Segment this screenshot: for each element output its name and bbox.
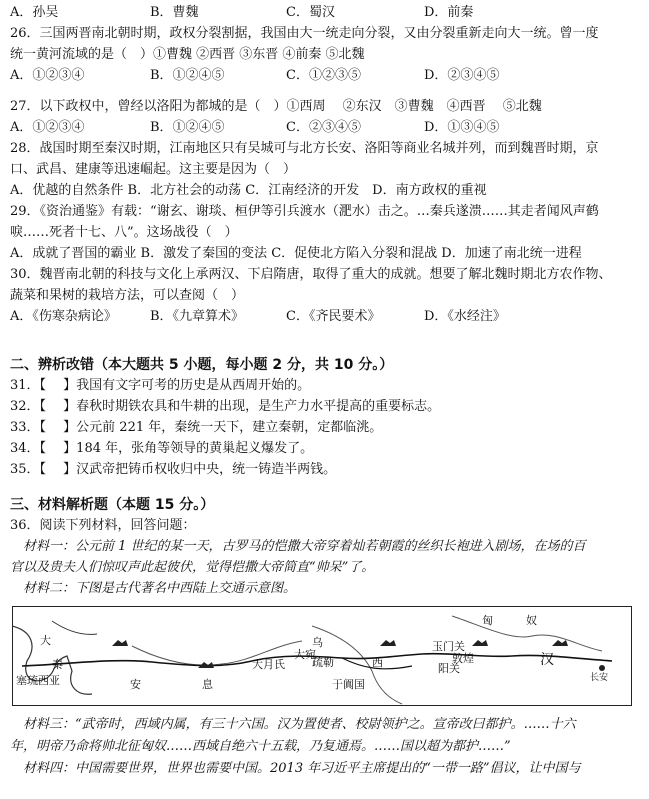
option-d: D．②③④⑤ — [424, 68, 500, 83]
q29-stem-1: 29．《资治通鉴》有载：“谢玄、谢琰、桓伊等引兵渡水（淝水）击之。…秦兵遂溃……其走者闻风声鹤 — [10, 204, 599, 219]
label-xi-region: 西 — [372, 656, 383, 669]
q31: 31．【 】我国有文字可考的历史是从西周开始的。 — [10, 378, 311, 393]
section3-title: 三、材料解析题（本题 15 分。） — [10, 497, 215, 513]
label-dunhuang: 敦煌 — [452, 652, 474, 665]
option-a: A．①②③④ — [10, 68, 85, 83]
material-1-line-2: 官以及贵夫人们惊叹声此起彼伏，觉得恺撒大帝简直“帅呆”了。 — [10, 560, 375, 575]
option-d: D．①③④⑤ — [424, 120, 500, 135]
option-d: D．前秦 — [424, 5, 474, 20]
q34: 34．【 】184 年，张角等领导的黄巢起义爆发了。 — [10, 441, 314, 456]
label-dayuezhi: 大月氏 — [252, 658, 285, 671]
option-c: C．①②③⑤ — [286, 68, 361, 83]
label-xiongnu: 匈 奴 — [482, 614, 537, 627]
q26-stem-2: 统一黄河流域的是（ ）①曹魏 ②西晋 ③东晋 ④前秦 ⑤北魏 — [10, 47, 365, 62]
option-c: C．②③④⑤ — [286, 120, 361, 135]
label-shule: 疏勒 — [312, 656, 334, 669]
option-b: B．①②④⑤ — [150, 68, 225, 83]
silk-road-map — [12, 606, 632, 706]
q26-stem-1: 26．三国两晋南北朝时期，政权分裂割据，我国由大一统走向分裂，又由分裂重新走向大一统。曾一度 — [10, 26, 599, 41]
option-a: A．《伤寒杂病论》 — [10, 309, 117, 324]
q32: 32．【 】春秋时期铁农具和牛耕的出现，是生产力水平提高的重要标志。 — [10, 399, 441, 414]
option-a: A．孙吴 — [10, 5, 59, 20]
section2-title: 二、辨析改错（本大题共 5 小题，每小题 2 分，共 10 分。） — [10, 357, 394, 373]
label-wusun: 乌 — [312, 636, 323, 649]
material-3-line-2: 年，明帝乃命将帅北征匈奴……西域自绝六十五载，乃复通焉。……国以超为都护……” — [10, 739, 511, 754]
option-c: C．蜀汉 — [286, 5, 335, 20]
label-yutian: 于阗国 — [332, 678, 365, 691]
label-an: 安 — [130, 678, 141, 691]
label-yumenguan: 玉门关 — [432, 640, 465, 653]
q28-stem-2: 口、武昌、建康等迅速崛起。这主要是因为（ ） — [10, 162, 297, 177]
material-2: 材料二：下图是古代著名中西陆上交通示意图。 — [10, 581, 297, 596]
option-b: B．曹魏 — [150, 5, 199, 20]
q30-stem-1: 30．魏晋南北朝的科技与文化上承两汉、下启隋唐，取得了重大的成就。想要了解北魏时期北方农作物、 — [10, 267, 612, 282]
material-1-line-1: 材料一：公元前 1 世纪的某一天，古罗马的恺撒大帝穿着灿若朝霞的丝织长袍进入剧场，在场的百 — [10, 539, 586, 554]
q27-stem: 27．以下政权中，曾经以洛阳为都城的是（ ）①西周 ②东汉 ③曹魏 ④西晋 ⑤北魏 — [10, 99, 542, 114]
q36-stem: 36．阅读下列材料，回答问题： — [10, 518, 196, 533]
label-han: 汉 — [540, 652, 554, 668]
q29-stem-2: 唳……死者十七、八”。这场战役（ ） — [10, 225, 238, 240]
q33: 33．【 】公元前 221 年，秦统一天下，建立秦朝，定都临洮。 — [10, 420, 383, 435]
q35: 35．【 】汉武帝把铸币权收归中央，统一铸造半两钱。 — [10, 462, 337, 477]
label-dayuan: 大宛 — [294, 648, 316, 661]
label-da: 大 — [40, 634, 51, 647]
option-c: C．《齐民要术》 — [286, 309, 381, 324]
q28-options: A．优越的自然条件 B．北方社会的动荡 C．江南经济的开发 D．南方政权的重视 — [10, 183, 487, 198]
label-xi: 息 — [202, 678, 213, 691]
material-4-line-1: 材料四：中国需要世界，世界也需要中国。2013 年习近平主席提出的“一带一路”倡议，让中国与 — [10, 761, 581, 776]
label-qin: 秦 — [52, 658, 63, 671]
label-changan: 长安 — [590, 673, 609, 683]
label-yangguan: 阳关 — [438, 662, 460, 675]
option-d: D．《水经注》 — [424, 309, 506, 324]
material-3-line-1: 材料三：“武帝时，西域内属，有三十六国。汉为置使者、校尉领护之。宣帝改曰都护。……十六 — [10, 717, 576, 732]
q29-options: A．成就了晋国的霸业 B．激发了秦国的变法 C．促使北方陷入分裂和混战 D．加速了南北统一进程 — [10, 246, 582, 261]
option-b: B．①②④⑤ — [150, 120, 225, 135]
changan-dot — [599, 665, 605, 671]
option-a: A．①②③④ — [10, 120, 85, 135]
option-b: B．《九章算术》 — [150, 309, 245, 324]
label-saileikao: 塞琉西亚 — [16, 674, 60, 687]
q28-stem-1: 28．战国时期至秦汉时期，江南地区只有吴城可与北方长安、洛阳等商业名城并列，而到魏晋时期，京 — [10, 141, 599, 156]
q30-stem-2: 蔬菜和果树的栽培方法，可以查阅（ ） — [10, 288, 245, 303]
